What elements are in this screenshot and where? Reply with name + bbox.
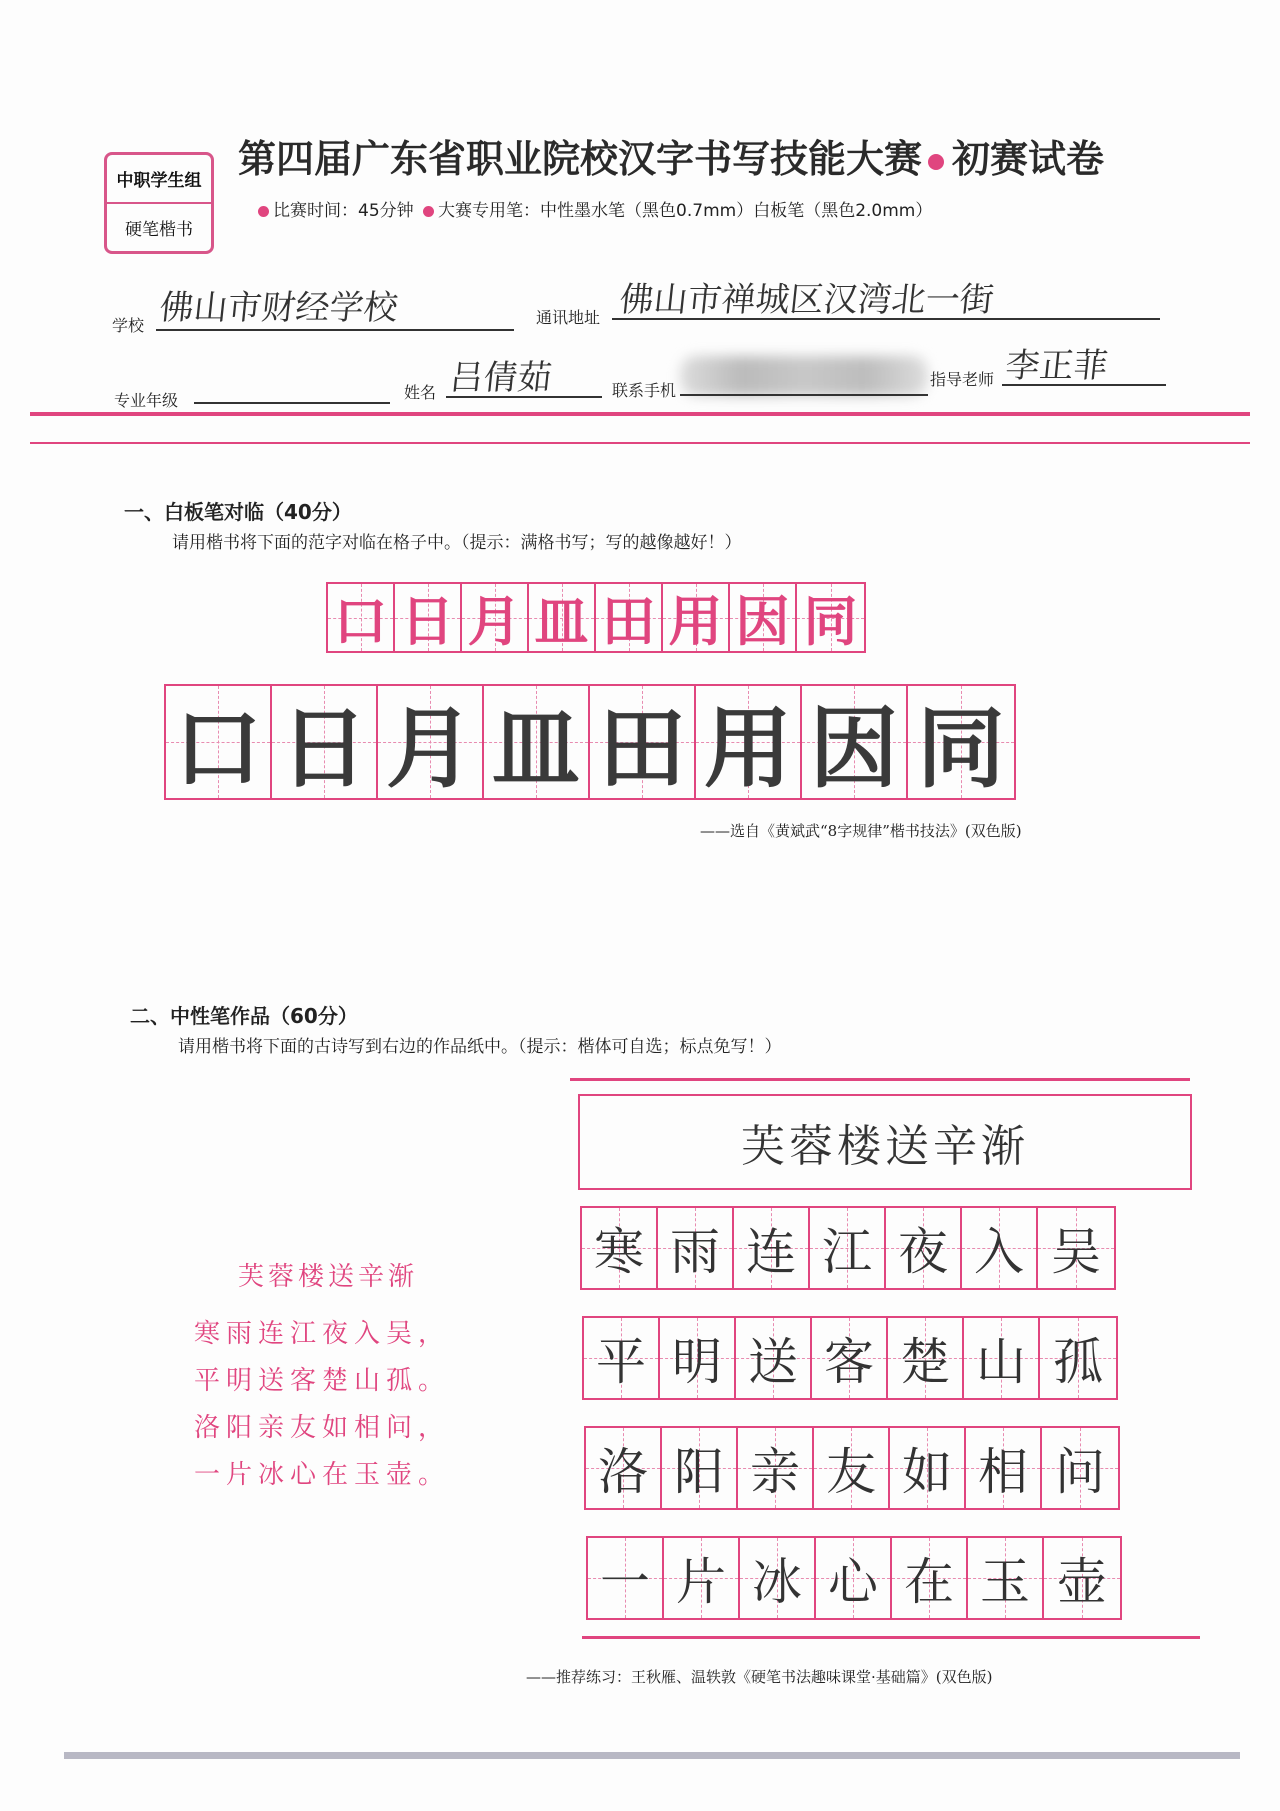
paper-cell[interactable]: 冰: [740, 1538, 816, 1618]
paper-row[interactable]: [582, 1316, 1118, 1400]
name-line: [446, 396, 602, 398]
paper-cell[interactable]: 孤: [1040, 1318, 1116, 1398]
paper-row[interactable]: [586, 1536, 1122, 1620]
teacher-value[interactable]: 李正菲: [1003, 346, 1110, 386]
paper-cell[interactable]: 江: [810, 1208, 886, 1288]
model-char-cell: 皿: [529, 584, 596, 651]
section1-source: ——选自《黄斌武“8字规律”楷书技法》(双色版): [700, 822, 1022, 840]
paper-row[interactable]: [584, 1426, 1120, 1510]
exam-pen: 大赛专用笔：中性墨水笔（黑色0.7mm）白板笔（黑色2.0mm）: [438, 201, 933, 221]
paper-cell[interactable]: 客: [812, 1318, 888, 1398]
group-badge-bottom: 硬笔楷书: [125, 220, 193, 240]
school-label: 学校: [112, 316, 145, 335]
writing-char-cell[interactable]: 因: [802, 686, 908, 798]
exam-info: [258, 196, 932, 221]
section2-source: ——推荐练习：王秋雁、温轶敦《硬笔书法趣味课堂·基础篇》(双色版): [526, 1668, 993, 1686]
paper-row[interactable]: [580, 1206, 1116, 1290]
paper-cell[interactable]: 阳: [662, 1428, 738, 1508]
paper-cell[interactable]: 夜: [886, 1208, 962, 1288]
paper-cell[interactable]: 入: [962, 1208, 1038, 1288]
paper-cell[interactable]: 吴: [1038, 1208, 1114, 1288]
paper-cell[interactable]: 壶: [1044, 1538, 1120, 1618]
phone-line: [680, 394, 928, 396]
paper-cell[interactable]: 楚: [888, 1318, 964, 1398]
paper-cell[interactable]: 连: [734, 1208, 810, 1288]
section1-title: 一、白板笔对临（40分）: [124, 500, 352, 524]
teacher-line: [1002, 384, 1166, 386]
group-badge-top: 中职学生组: [107, 155, 211, 204]
paper-cell[interactable]: 在: [892, 1538, 968, 1618]
section2-title: 二、中性笔作品（60分）: [130, 1004, 358, 1028]
major-label: 专业年级: [114, 391, 179, 410]
model-char-cell: 月: [462, 584, 529, 651]
poem-line: 寒雨连江夜入吴，: [194, 1319, 451, 1349]
bullet-icon: [258, 206, 269, 217]
phone-label: 联系手机: [612, 381, 677, 400]
writing-char-cell[interactable]: 同: [908, 686, 1014, 798]
group-badge: [104, 152, 214, 254]
model-char-grid: [326, 582, 866, 653]
paper-cell[interactable]: 山: [964, 1318, 1040, 1398]
poem-line: 一片冰心在玉壶。: [194, 1460, 451, 1490]
paper-cell[interactable]: 平: [584, 1318, 660, 1398]
paper-cell[interactable]: 雨: [658, 1208, 734, 1288]
bullet-icon: [928, 154, 944, 170]
paper-cell[interactable]: 一: [588, 1538, 664, 1618]
exam-title-main: 第四届广东省职业院校汉字书写技能大赛: [238, 137, 923, 181]
writing-char-grid[interactable]: [164, 684, 1016, 800]
paper-cell[interactable]: 友: [814, 1428, 890, 1508]
paper-cell[interactable]: 片: [664, 1538, 740, 1618]
writing-char-cell[interactable]: 皿: [484, 686, 590, 798]
header-divider: [30, 412, 1250, 416]
model-char-cell: 田: [596, 584, 663, 651]
name-value[interactable]: 吕倩茹: [447, 358, 554, 398]
paper-title-box[interactable]: [578, 1094, 1192, 1190]
bullet-icon: [423, 206, 434, 217]
paper-cell[interactable]: 洛: [586, 1428, 662, 1508]
paper-cell[interactable]: 送: [736, 1318, 812, 1398]
exam-time: 比赛时间：45分钟: [273, 201, 414, 221]
poem-title: 芙蓉楼送辛渐: [238, 1262, 419, 1292]
school-line: [156, 329, 514, 331]
writing-char-cell[interactable]: 用: [696, 686, 802, 798]
paper-top-border: [570, 1078, 1190, 1081]
paper-cell[interactable]: 明: [660, 1318, 736, 1398]
writing-char-cell[interactable]: 口: [166, 686, 272, 798]
poem-line: 平明送客楚山孤。: [194, 1366, 451, 1396]
name-label: 姓名: [404, 383, 437, 402]
paper-cell[interactable]: 寒: [582, 1208, 658, 1288]
paper-cell[interactable]: 问: [1042, 1428, 1118, 1508]
paper-cell[interactable]: 玉: [968, 1538, 1044, 1618]
exam-title-suffix: 初赛试卷: [952, 137, 1105, 181]
poem-reference: [194, 1256, 450, 1499]
page-bottom-bar: [64, 1752, 1240, 1759]
phone-value-redacted[interactable]: [680, 356, 928, 396]
model-char-cell: 口: [328, 584, 395, 651]
paper-cell[interactable]: 相: [966, 1428, 1042, 1508]
section2-desc: 请用楷书将下面的古诗写到右边的作品纸中。（提示：楷体可自选；标点免写！）: [178, 1037, 782, 1057]
writing-char-cell[interactable]: 田: [590, 686, 696, 798]
section1-desc: 请用楷书将下面的范字对临在格子中。（提示：满格书写；写的越像越好！）: [172, 533, 742, 553]
model-char-cell: 同: [797, 584, 864, 651]
poem-line: 洛阳亲友如相问，: [194, 1413, 451, 1443]
model-char-cell: 因: [730, 584, 797, 651]
paper-title: 芙蓉楼送辛渐: [741, 1121, 1029, 1172]
address-line: [612, 318, 1160, 320]
address-label: 通讯地址: [536, 308, 601, 327]
writing-char-cell[interactable]: 月: [378, 686, 484, 798]
model-char-cell: 用: [663, 584, 730, 651]
paper-cell[interactable]: 心: [816, 1538, 892, 1618]
school-value[interactable]: 佛山市财经学校: [157, 288, 400, 328]
paper-bottom-border: [582, 1636, 1200, 1639]
writing-char-cell[interactable]: 日: [272, 686, 378, 798]
address-value[interactable]: 佛山市禅城区汉湾北一街: [617, 280, 996, 320]
teacher-label: 指导老师: [930, 370, 995, 389]
header-divider-thin: [30, 442, 1250, 444]
major-line: [194, 402, 390, 404]
paper-cell[interactable]: 如: [890, 1428, 966, 1508]
paper-cell[interactable]: 亲: [738, 1428, 814, 1508]
model-char-cell: 日: [395, 584, 462, 651]
exam-title: [238, 128, 1104, 183]
